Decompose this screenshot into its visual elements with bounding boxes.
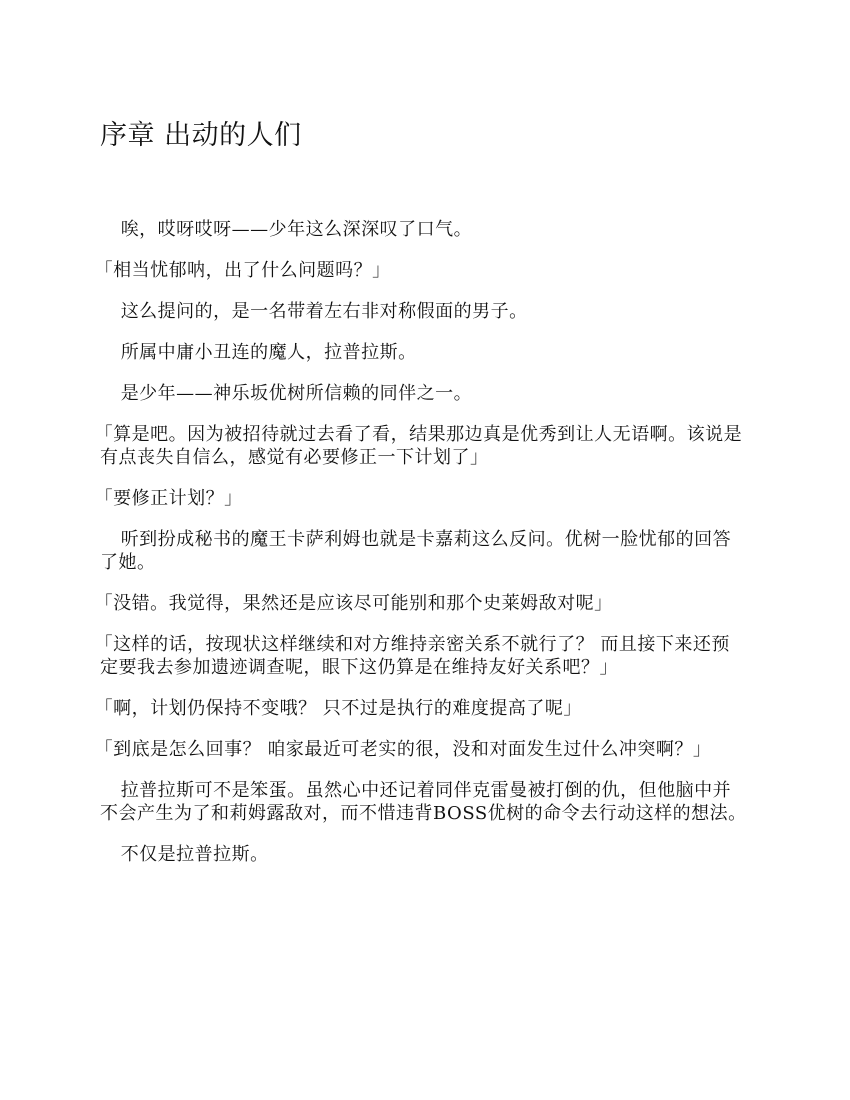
- paragraph-narration: 所属中庸小丑连的魔人，拉普拉斯。: [120, 342, 417, 363]
- paragraph-narration: 唉，哎呀哎呀——少年这么深深叹了口气。: [120, 219, 473, 240]
- paragraph-narration: 听到扮成秘书的魔王卡萨利姆也就是卡嘉莉这么反问。优树一脸忧郁的回答了她。: [100, 529, 732, 573]
- paragraph-dialogue: 「相当忧郁呐，出了什么问题吗？」: [94, 260, 391, 281]
- paragraph-dialogue: 「这样的话，按现状这样继续和对方维持亲密关系不就行了？ 而且接下来还预定要我去参加遗迹调查呢，眼下这仍算是在维持友好关系吧？」: [94, 634, 730, 678]
- paragraph-dialogue: 「没错。我觉得，果然还是应该尽可能别和那个史莱姆敌对呢」: [94, 593, 613, 614]
- paragraph-narration: 拉普拉斯可不是笨蛋。虽然心中还记着同伴克雷曼被打倒的仇，但他脑中并不会产生为了和莉姆露敌对，而不惜违背BOSS优树的命令去行动这样的想法。: [100, 780, 747, 824]
- paragraph-dialogue: 「到底是怎么回事？ 咱家最近可老实的很，没和对面发生过什么冲突啊？」: [94, 739, 712, 760]
- chapter-title: 序章 出动的人们: [100, 120, 302, 151]
- paragraph-narration: 这么提问的，是一名带着左右非对称假面的男子。: [120, 301, 528, 322]
- paragraph-dialogue: 「算是吧。因为被招待就过去看了看，结果那边真是优秀到让人无语啊。该说是有点丧失自信么，感觉有必要修正一下计划了」: [94, 424, 743, 468]
- paragraph-dialogue: 「啊，计划仍保持不变哦？ 只不过是执行的难度提高了呢」: [94, 698, 582, 719]
- paragraph-narration: 是少年——神乐坂优树所信赖的同伴之一。: [120, 383, 473, 404]
- body-text: [94, 218, 748, 884]
- paragraph-narration: 不仅是拉普拉斯。: [120, 844, 269, 865]
- paragraph-dialogue: 「要修正计划？」: [94, 488, 243, 509]
